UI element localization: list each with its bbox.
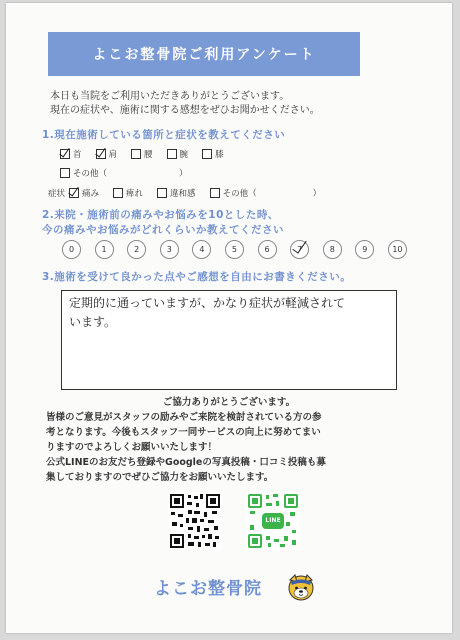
- answer-line-1: 定期的に通っていますが、かなり症状が軽減されて: [69, 296, 346, 310]
- option-label: その他（: [222, 189, 257, 199]
- checkbox-arm[interactable]: [167, 149, 177, 159]
- question-1-title: 1.現在施術している箇所と症状を教えてください: [42, 129, 286, 141]
- paren-close: ）: [312, 189, 322, 199]
- checkbox-lower-back[interactable]: [131, 149, 141, 159]
- line-badge-text: LINE: [265, 517, 281, 524]
- thanks-line-1: ご協力ありがとうございます。: [162, 397, 296, 408]
- google-qr-code[interactable]: [168, 492, 222, 550]
- question-2-title-line-2: 今の痛みやお悩みがどれくらいか教えてください: [42, 224, 284, 236]
- checkbox-neck[interactable]: [60, 149, 70, 159]
- option-label: 膝: [215, 150, 224, 160]
- survey-sheet: [6, 3, 452, 633]
- intro-line-2: 現在の症状や、施術に関する感想をぜひお聞かせください。: [50, 105, 320, 116]
- thanks-line-6: 集しておりますのでぜひご協力をお願いいたします。: [46, 472, 274, 483]
- option-knee[interactable]: [202, 148, 224, 160]
- question-2-title: [42, 208, 284, 238]
- scale-1[interactable]: 1: [95, 240, 114, 259]
- option-label: 痺れ: [126, 189, 144, 199]
- option-pain[interactable]: [69, 187, 99, 199]
- scale-3[interactable]: 3: [160, 240, 179, 259]
- thanks-line-5: 公式LINEのお友だち登録やGoogleの写真投稿・口コミ投稿も募: [46, 457, 326, 468]
- scale-0[interactable]: 0: [62, 240, 81, 259]
- thanks-line-4: りますのでよろしくお願いいたします！: [46, 442, 218, 453]
- answer-line-2: います。: [69, 315, 117, 329]
- handwritten-answer: [69, 294, 389, 332]
- option-label: 腰: [144, 150, 153, 160]
- scale-9[interactable]: 9: [355, 240, 374, 259]
- thanks-line-3: 考となります。今後もスタッフ一同サービスの向上に努めてまい: [46, 427, 321, 438]
- checkbox-pain[interactable]: [69, 188, 79, 198]
- scale-8[interactable]: 8: [323, 240, 342, 259]
- pain-scale: [62, 240, 407, 259]
- checkbox-symptom-other[interactable]: [210, 188, 220, 198]
- option-label: 肩: [108, 150, 118, 160]
- scale-5[interactable]: 5: [225, 240, 244, 259]
- checkbox-shoulder[interactable]: [96, 149, 106, 159]
- option-symptom-other[interactable]: [210, 187, 322, 199]
- checkbox-discomfort[interactable]: [157, 188, 167, 198]
- option-label: 腕: [179, 150, 189, 160]
- dog-mascot-icon: [286, 572, 316, 606]
- question-3-title: 3.施術を受けて良かった点やご感想を自由にお書きください。: [42, 271, 352, 283]
- option-label: 違和感: [170, 189, 196, 199]
- paren-close: ）: [179, 169, 188, 179]
- option-numbness[interactable]: [113, 187, 143, 199]
- symptoms-row: [48, 187, 335, 199]
- option-label: その他（: [73, 169, 108, 179]
- option-shoulder[interactable]: [96, 148, 118, 160]
- intro-text: [50, 90, 320, 118]
- thanks-line-2: 皆様のご意見がスタッフの励みやご来院を検討されている方の参: [46, 412, 322, 423]
- page-title: よこお整骨院ご利用アンケート: [92, 47, 316, 63]
- scale-10[interactable]: 10: [388, 240, 407, 259]
- checkbox-numbness[interactable]: [113, 188, 123, 198]
- checkbox-knee[interactable]: [202, 149, 212, 159]
- body-parts-row: [60, 148, 238, 160]
- symptom-label: 症状: [48, 189, 66, 199]
- clinic-logo-text: よこお整骨院: [154, 579, 262, 599]
- scale-6[interactable]: 6: [258, 240, 277, 259]
- free-answer-box[interactable]: [61, 290, 397, 390]
- scale-4[interactable]: 4: [192, 240, 211, 259]
- option-lower-back[interactable]: [131, 148, 153, 160]
- question-2-title-line-1: 2.来院・施術前の痛みやお悩みを10とした時、: [42, 209, 279, 221]
- thanks-message: [46, 395, 412, 485]
- checkbox-other[interactable]: [60, 168, 70, 178]
- title-banner: [48, 32, 360, 76]
- intro-line-1: 本日も当院をご利用いただきありがとうございます。: [50, 91, 290, 102]
- option-arm[interactable]: [167, 148, 189, 160]
- option-label: 首: [73, 150, 82, 160]
- option-discomfort[interactable]: [157, 187, 196, 199]
- scale-7[interactable]: 7: [290, 240, 309, 259]
- body-parts-other-row: [60, 167, 202, 179]
- option-neck[interactable]: [60, 148, 82, 160]
- option-other[interactable]: [60, 167, 188, 179]
- scale-2[interactable]: 2: [127, 240, 146, 259]
- option-label: 痛み: [82, 189, 100, 199]
